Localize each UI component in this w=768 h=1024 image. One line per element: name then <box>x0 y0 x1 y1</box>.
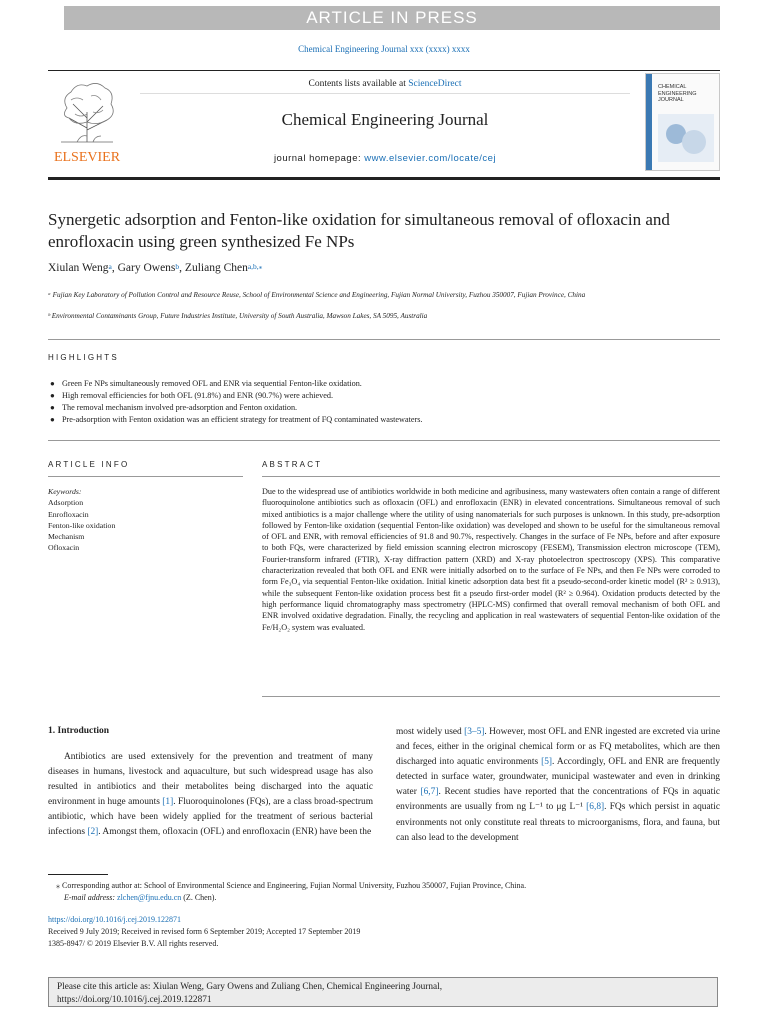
list-item: ● Pre-adsorption with Fenton oxidation was an efficient strategy for treatment of FQ contaminated wastewaters. <box>50 415 423 424</box>
doi-link[interactable]: https://doi.org/10.1016/j.cej.2019.122871 <box>48 915 181 924</box>
contents-line: Contents lists available at ScienceDirect <box>308 79 462 89</box>
author-name[interactable]: Xiulan Weng <box>48 262 109 274</box>
author-name[interactable]: Gary Owens <box>117 262 176 274</box>
email-link[interactable]: zlchen@fjnu.edu.cn <box>117 893 182 902</box>
article-info-heading: ARTICLE INFO <box>48 460 130 469</box>
body-left-column <box>48 726 373 841</box>
abstract-text: Due to the widespread use of antibiotics worldwide in both medicine and agribusiness, many wastewaters often contain a range of different fluoroquinolone antibiotics such as ofloxacin (OFL) and enrofloxacin (ENR) in elevated concentrations. Simultaneous removal of such mixed antibiotics is a major challenge where the utility of using nanomaterials for such purposes is unknown. In this study, pre-adsorption followed by Fenton-like oxidation (sequential Fenton-like oxidation) was developed and shown to be useful for the simultaneous removal of OFL and ENR, with removal efficiencies of 91.8 and 90.7%, respectively. Changes in the surface of Fe NPs, before and after exposure to both FQs, were characterized by field emission scanning electron microscopy (FESEM), Transmission electron microscope (TEM), Fourier-transform infrared (FTIR), X-ray diffraction pattern (XRD) and X-ray photoelectron spectroscopy (XPS). This comparative characterization revealed that both OFL and ENR were initially adsorbed on to the surface of Fe NPs, and then Fe NPs were corroded to form Fe₃O₄ via sequential Fenton-like oxidation. Initial kinetic adsorption data best fit a pseudo-second-order kinetic model (R² ≥ 0.913), while the subsequent Fenton-like oxidation process best fit a pseudo first-order model (R² ≥ 0.964). Oxidation products detected by the high performance liquid chromatography mass spectrometry (HPLC-MS) confirmed that overall removal mechanism of both OFL and ENR involved oxidative degradation. Finally, the recycling and application in real wastewaters of sequential Fenton-like oxidation of the Fe/H₂O₂ system was evaluated. <box>262 487 720 632</box>
keywords-block <box>48 486 208 554</box>
abstract-rule <box>262 476 720 477</box>
affiliation-a: ᵃ Fujian Key Laboratory of Pollution Control and Resource Reuse, School of Environmental Science and Engineering, Fujian Normal University, Fuzhou 350007, Fujian Province, China <box>48 291 586 299</box>
author-affil-sup[interactable]: a <box>108 262 112 271</box>
keyword: Mechanism <box>48 532 85 542</box>
elsevier-logo[interactable] <box>47 78 127 164</box>
bullet-icon: ● <box>50 391 55 400</box>
publisher-wordmark: ELSEVIER <box>53 150 121 164</box>
highlights-list <box>50 378 710 426</box>
keyword: Fenton-like oxidation <box>48 520 116 530</box>
footnote-rule <box>48 874 108 875</box>
article-in-press-banner: ARTICLE IN PRESS <box>64 6 720 30</box>
bullet-icon: ● <box>50 403 55 412</box>
citation-link[interactable]: [1] <box>162 797 174 808</box>
list-item: ● The removal mechanism involved pre-adsorption and Fenton oxidation. <box>50 403 298 412</box>
section-heading: 1. Introduction <box>48 726 110 736</box>
list-item: ● High removal efficiencies for both OFL (91.8%) and ENR (90.7%) were achieved. <box>50 391 334 400</box>
received-dates: Received 9 July 2019; Received in revised form 6 September 2019; Accepted 17 September 2019 <box>48 927 361 936</box>
citation-link[interactable]: [6,8] <box>586 802 605 813</box>
publication-info <box>48 914 720 950</box>
author-affil-sup[interactable]: b <box>175 262 180 271</box>
abstract-bottom-rule <box>262 696 720 697</box>
journal-homepage: journal homepage: www.elsevier.com/locate/cej <box>273 153 497 164</box>
citation-line: Please cite this article as: Xiulan Weng, Gary Owens and Zuliang Chen, Chemical Engineering Journal, <box>57 982 443 992</box>
journal-cover-thumbnail[interactable] <box>645 73 720 171</box>
cover-stripe <box>646 74 652 170</box>
article-info-rule <box>48 476 243 477</box>
contents-divider <box>140 93 630 94</box>
highlights-bottom-rule <box>48 440 720 441</box>
intro-paragraph-right: most widely used [3–5]. However, most OFL and ENR ingested are excreted via urine and feces, either in the original chemical form or as FQ metabolites, which are then discharged into aquatic environments [5]. Accordingly, OFL and ENR are frequently detected in surface water, groundwater, municipal wastewater and even in drinking water [6,7]. Recent studies have reported that the concentrations of FQs in aquatic environments are usually from ng L⁻¹ to μg L⁻¹ [6,8]. FQs which persist in aquatic environments not only constitute real threats to microorganisms, flora, and fauna, but can also lead to the development <box>396 727 721 843</box>
cover-title: CHEMICAL ENGINEERING JOURNAL <box>658 84 697 103</box>
citation-link[interactable]: [3–5] <box>464 727 485 737</box>
intro-paragraph-left: Antibiotics are used extensively for the prevention and treatment of many diseases in humans, livestock and aquaculture, but such widespread usage has also resulted in antibiotics and their metabolites being discharged into the aquatic environment in huge amounts [1]. Fluoroquinolones (FQs), are a class broad-spectrum antibiotic, which have been widely applied for the treatment of serious bacterial infections [2]. Amongst them, ofloxacin (OFL) and enrofloxacin (ENR) have been the <box>48 752 373 838</box>
keyword: Enrofloxacin <box>48 509 89 519</box>
copyright-line: 1385-8947/ © 2019 Elsevier B.V. All rights reserved. <box>48 939 219 948</box>
email-line: E-mail address: zlchen@fjnu.edu.cn (Z. Chen). <box>64 893 217 902</box>
highlights-top-rule <box>48 339 720 340</box>
affiliation-b: ᵇ Environmental Contaminants Group, Future Industries Institute, University of South Australia, Mawson Lakes, SA 5095, Australia <box>48 312 428 320</box>
header-top-rule <box>48 70 720 71</box>
citation-link[interactable]: [5] <box>541 757 553 768</box>
cover-graphic-icon <box>658 114 714 162</box>
bullet-icon: ● <box>50 379 55 388</box>
header-bottom-rule <box>48 177 720 180</box>
footnotes <box>48 880 720 904</box>
sciencedirect-link[interactable]: ScienceDirect <box>408 79 462 89</box>
keyword: Ofloxacin <box>48 543 80 553</box>
abstract-heading: ABSTRACT <box>262 460 323 469</box>
journal-title: Chemical Engineering Journal <box>281 110 489 129</box>
journal-reference[interactable]: Chemical Engineering Journal xxx (xxxx) xxxx <box>298 44 470 54</box>
author-affil-sup[interactable]: a,b,⁎ <box>247 262 263 271</box>
citation-box <box>48 977 718 1007</box>
citation-link[interactable]: [2] <box>87 827 99 838</box>
body-right-column <box>396 725 720 846</box>
citation-link[interactable]: [6,7] <box>420 787 439 798</box>
bullet-icon: ● <box>50 415 55 424</box>
corresponding-author-note: ⁎ Corresponding author at: School of Environmental Science and Engineering, Fujian Normal University, Fuzhou 350007, Fujian Province, China. <box>56 881 527 890</box>
author-list: Xiulan Weng$^a$, Gary Owens$^b$, Zuliang Chen$^{a,b,⁎}$ <box>48 262 263 274</box>
elsevier-tree-icon <box>47 78 127 164</box>
keywords-label: Keywords: <box>48 487 82 496</box>
citation-doi[interactable]: https://doi.org/10.1016/j.cej.2019.122871 <box>57 995 212 1005</box>
highlights-heading: HIGHLIGHTS <box>48 353 119 362</box>
keyword: Adsorption <box>48 498 84 508</box>
author-name[interactable]: Zuliang Chen <box>184 262 248 274</box>
homepage-link[interactable]: www.elsevier.com/locate/cej <box>364 153 497 164</box>
article-title: Synergetic adsorption and Fenton-like oxidation for simultaneous removal of ofloxacin and enrofloxacin using green synthesized Fe NPs <box>48 210 670 251</box>
list-item: ● Green Fe NPs simultaneously removed OFL and ENR via sequential Fenton-like oxidation. <box>50 379 362 388</box>
